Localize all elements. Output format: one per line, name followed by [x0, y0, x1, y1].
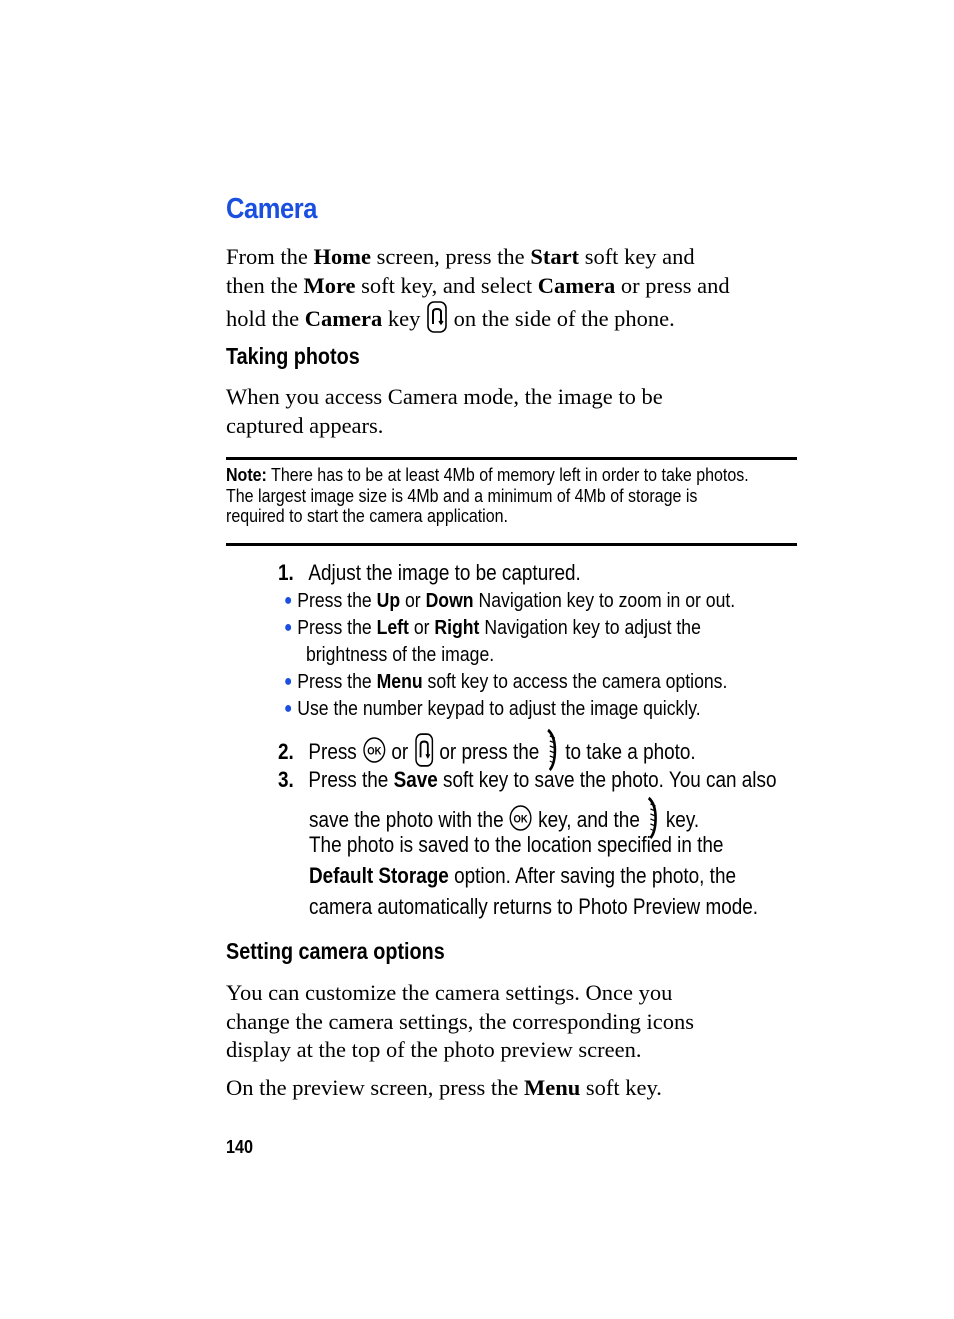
svg-text:OK: OK [513, 813, 528, 826]
svg-text:OK: OK [366, 745, 382, 758]
note-bottom-rule [226, 543, 797, 546]
camera-key-term: Camera [304, 305, 383, 331]
step-number: 1. [278, 560, 294, 585]
step-3-line-2: save the photo with the OK key, and the key. [309, 796, 699, 846]
step-3-detail-line: camera automatically returns to Photo Preview mode. [309, 894, 759, 919]
note-label: Note: [226, 464, 267, 485]
section-title: Camera [226, 193, 317, 225]
bullet-item: ● Press the Menu soft key to access the camera options. [284, 670, 728, 693]
bullet-icon: ● [284, 592, 293, 609]
step-2: 2. Press OK or or press the to take a photo. [278, 728, 696, 778]
step-1: 1. Adjust the image to be captured. [278, 560, 581, 585]
setting-options-heading: Setting camera options [226, 938, 445, 964]
bullet-icon: ● [284, 700, 293, 717]
note-box: Note: There has to be at least 4Mb of memory left in order to take photos. The largest image size is 4Mb and a minimum of 4Mb of storage is required to start the camera application. [226, 464, 749, 526]
page-number: 140 [226, 1137, 254, 1157]
bullet-item: ● Press the Left or Right Navigation key to adjust the [284, 616, 701, 639]
taking-photos-heading: Taking photos [226, 343, 360, 369]
bullet-icon: ● [284, 673, 293, 690]
camera-side-key-icon [426, 300, 448, 342]
bullet-icon: ● [284, 619, 293, 636]
more-term: More [303, 272, 356, 298]
menu-term: Menu [524, 1075, 581, 1100]
taking-photos-paragraph: When you access Camera mode, the image to be captured appears. [226, 384, 663, 438]
bullet-continuation: brightness of the image. [306, 643, 495, 666]
ok-key-icon [362, 736, 386, 770]
preview-menu-paragraph: On the preview screen, press the Menu soft key. [226, 1075, 662, 1100]
note-top-rule [226, 457, 797, 460]
home-term: Home [313, 244, 371, 269]
camera-term: Camera [537, 272, 616, 298]
intro-paragraph: From the Home screen, press the Start soft key and then the More soft key, and select Camera or press and hold the Camera key on the side of the phone. [226, 243, 798, 342]
step-3: 3. Press the Save soft key to save the photo. You can also [278, 767, 777, 792]
bullet-item: ● Use the number keypad to adjust the image quickly. [284, 697, 701, 720]
setting-options-paragraph: You can customize the camera settings. Once you change the camera settings, the corresponding icons display at the top of the photo preview screen. [226, 980, 694, 1062]
bullet-item: ● Press the Up or Down Navigation key to zoom in or out. [284, 589, 736, 612]
default-storage-term: Default Storage [309, 863, 449, 888]
start-term: Start [530, 244, 580, 269]
step-3-detail-line: The photo is saved to the location specified in the [309, 832, 724, 857]
step-3-detail-line: Default Storage option. After saving the photo, the [309, 863, 736, 888]
